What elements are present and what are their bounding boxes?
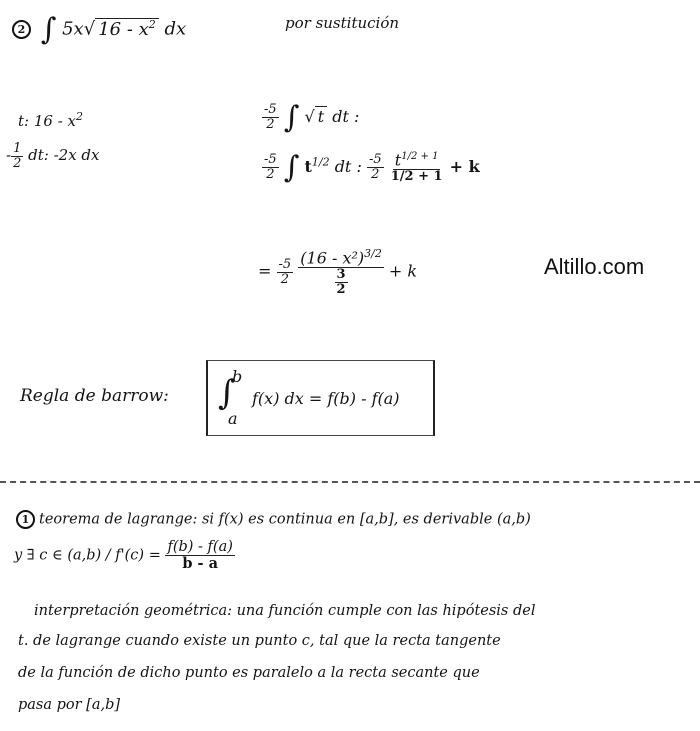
barrow-label: Regla de barrow: (20, 386, 169, 406)
substitution-line-1: t: $16 - x^2$ (18, 110, 84, 130)
problem-1-line-1: 1 teorema de lagrange: si f(x) es continua en [a,b], es derivable (a,b) (16, 510, 531, 529)
interpretation-line-4: pasa por [a,b] (18, 697, 121, 713)
problem-1-line-2: y ∃ c ∈ (a,b) / f'(c) = $\frac{f(b) - f(a)}{b - a}$ (14, 539, 233, 573)
watermark: Altillo.com (544, 254, 645, 279)
substitution-exp: 2 (76, 110, 84, 123)
barrow-integral-sign: ∫ (218, 373, 236, 413)
interpretation-line-3: de la función de dicho punto es paralelo a la recta secante que (18, 665, 480, 681)
barrow-box (206, 360, 435, 436)
integrand-coef: 5x (62, 18, 84, 40)
root-expr: 16 - x (98, 18, 149, 40)
step-3: = $\frac{-5}{2}$ $\frac{(16 - x^2)^{3/2}}{\frac{3}{2}}$ + k (258, 247, 418, 297)
problem-2-header (12, 12, 186, 47)
problem-1-number: 1 (16, 510, 35, 529)
interpretation-line-2: t. de lagrange cuando existe un punto c, tal que la recta tangente (18, 633, 501, 649)
problem-2-number: 2 (12, 20, 31, 39)
substitution-line-2: - $\frac{1}{2}$ dt: -2x dx (6, 141, 100, 171)
step-2: $\frac{-5}{2}$ ∫ $t^{1/2}$ dt : $\frac{-5}{2}$ $\frac{t^{1/2 + 1}}{1/2 + 1}$ + k (264, 149, 480, 185)
step-1: $\frac{-5}{2}$ ∫ √ t dt : (264, 100, 360, 135)
root-exp: 2 (148, 17, 156, 31)
interpretation-line-1: interpretación geométrica: una función cumple con las hipótesis del (34, 603, 536, 619)
method-label: por sustitución (285, 14, 400, 32)
separator-line (0, 481, 700, 483)
integral-sign: ∫ (40, 12, 57, 47)
barrow-formula: f(x) dx = f(b) - f(a) (252, 389, 400, 408)
barrow-lower: a (228, 409, 238, 428)
root-sign: √ (83, 18, 96, 40)
differential: dx (164, 18, 187, 40)
barrow-upper: b (232, 367, 243, 386)
